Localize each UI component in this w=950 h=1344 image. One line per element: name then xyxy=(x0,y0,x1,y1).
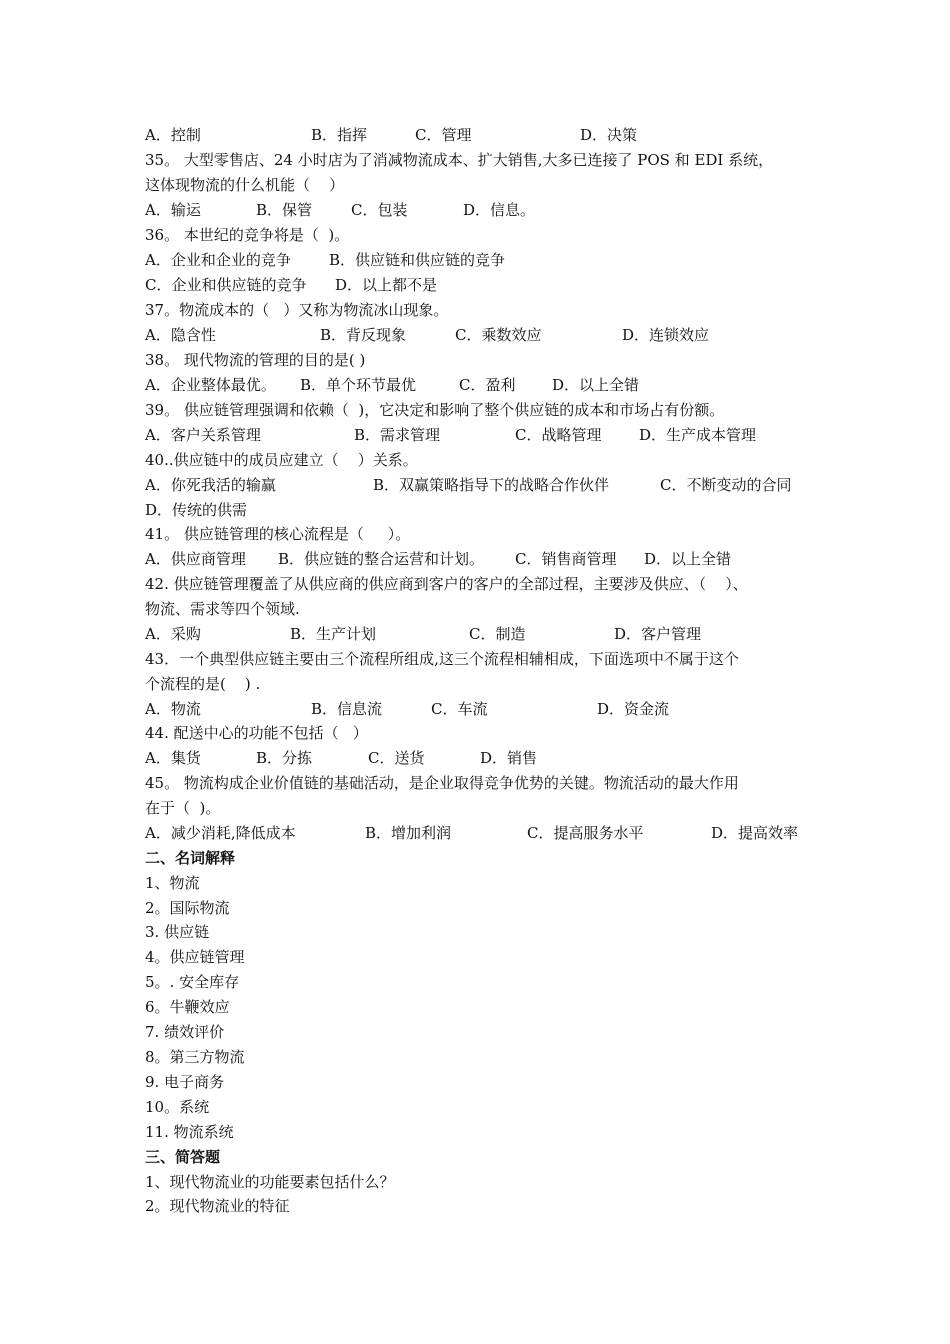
option-b: B．保管 xyxy=(256,201,313,219)
options-39 xyxy=(145,423,757,448)
option-d: D．以上全错 xyxy=(552,376,640,394)
question-41: 41。 供应链管理的核心流程是（ ）。 xyxy=(145,525,411,543)
term-item: 6。牛鞭效应 xyxy=(145,998,230,1016)
option-b: B．指挥 xyxy=(311,126,368,144)
option-a: A．供应商管理 xyxy=(145,550,246,568)
option-c: C．不断变动的合同 xyxy=(660,476,792,494)
option-d: D．以上全错 xyxy=(644,550,732,568)
options-43 xyxy=(145,697,670,722)
option-d: D．决策 xyxy=(580,126,638,144)
question-42: 42. 供应链管理覆盖了从供应商的供应商到客户的客户的全部过程，主要涉及供应、（ ）、 xyxy=(145,575,748,593)
option-c: C．战略管理 xyxy=(515,426,602,444)
option-b: B．双赢策略指导下的战略合作伙伴 xyxy=(373,476,610,494)
option-c: C．包装 xyxy=(351,201,408,219)
option-c: C．提高服务水平 xyxy=(527,824,644,842)
option-a: A．集货 xyxy=(145,749,201,767)
option-b: B．需求管理 xyxy=(354,426,441,444)
term-item: 4。供应链管理 xyxy=(145,948,245,966)
term-item: 2。国际物流 xyxy=(145,899,230,917)
term-item: 11. 物流系统 xyxy=(145,1123,234,1141)
term-item: 3. 供应链 xyxy=(145,923,210,941)
term-item: 5。. 安全库存 xyxy=(145,973,240,991)
option-a: A．控制 xyxy=(145,126,201,144)
section-heading-terms: 二、名词解释 xyxy=(145,849,236,867)
option-a: A．输运 xyxy=(145,201,201,219)
term-item: 9. 电子商务 xyxy=(145,1073,225,1091)
question-37: 37。物流成本的（ ）又称为物流冰山现象。 xyxy=(145,301,449,319)
short-answer-item: 1、现代物流业的功能要素包括什么？ xyxy=(145,1173,395,1191)
options-40-abc xyxy=(145,473,792,498)
option-c: C．盈利 xyxy=(459,376,516,394)
option-a: A．企业和企业的竞争 xyxy=(145,251,291,269)
option-d: D．以上都不是 xyxy=(335,276,438,294)
option-d: D．销售 xyxy=(480,749,538,767)
options-36-cd xyxy=(145,273,438,298)
option-a: A．客户关系管理 xyxy=(145,426,261,444)
option-b: B．单个环节最优 xyxy=(300,376,417,394)
option-c: C．管理 xyxy=(415,126,472,144)
question-45: 45。 物流构成企业价值链的基础活动，是企业取得竞争优势的关键。物流活动的最大作用 xyxy=(145,774,739,792)
term-item: 1、物流 xyxy=(145,874,200,892)
question-44: 44. 配送中心的功能不包括（ ） xyxy=(145,724,368,742)
question-39: 39。 供应链管理强调和依赖（ )，它决定和影响了整个供应链的成本和市场占有份额。 xyxy=(145,401,725,419)
option-a: A．你死我活的输赢 xyxy=(145,476,276,494)
option-c: C．乘数效应 xyxy=(455,326,542,344)
option-d: D．资金流 xyxy=(597,700,670,718)
options-40-d xyxy=(145,498,248,523)
option-c: C．制造 xyxy=(469,625,526,643)
question-43: 43．一个典型供应链主要由三个流程所组成,这三个流程相辅相成，下面选项中不属于这个 xyxy=(145,650,739,668)
options-42 xyxy=(145,622,702,647)
option-a: A．减少消耗,降低成本 xyxy=(145,824,296,842)
option-a: A．采购 xyxy=(145,625,201,643)
option-b: B．增加利润 xyxy=(365,824,452,842)
question-40: 40..供应链中的成员应建立（ ）关系。 xyxy=(145,451,418,469)
term-item: 7. 绩效评价 xyxy=(145,1023,225,1041)
question-45-cont: 在于（ )。 xyxy=(145,799,221,817)
option-a: A．企业整体最优。 xyxy=(145,376,276,394)
question-43-cont: 个流程的是( ) . xyxy=(145,675,261,693)
options-35 xyxy=(145,198,536,223)
option-c: C．送货 xyxy=(368,749,425,767)
option-b: B．供应链和供应链的竞争 xyxy=(329,251,506,269)
option-b: B．生产计划 xyxy=(290,625,377,643)
option-d: D．生产成本管理 xyxy=(639,426,757,444)
option-c: C．车流 xyxy=(431,700,488,718)
question-35: 35。 大型零售店、24 小时店为了消减物流成本、扩大销售,大多已连接了 POS 和 EDI 系统， xyxy=(145,151,774,169)
option-a: A．隐含性 xyxy=(145,326,216,344)
question-42-cont: 物流、需求等四个领域. xyxy=(145,600,300,618)
option-b: B．信息流 xyxy=(311,700,383,718)
option-b: B．供应链的整合运营和计划。 xyxy=(278,550,485,568)
options-41 xyxy=(145,547,732,572)
options-44 xyxy=(145,746,538,771)
options-45 xyxy=(145,821,799,846)
question-35-cont: 这体现物流的什么机能（ ） xyxy=(145,176,345,194)
term-item: 8。第三方物流 xyxy=(145,1048,245,1066)
option-b: B．分拣 xyxy=(256,749,313,767)
option-c: C．企业和供应链的竞争 xyxy=(145,276,307,294)
option-d: D．连锁效应 xyxy=(622,326,710,344)
option-c: C．销售商管理 xyxy=(515,550,617,568)
option-d: D．信息。 xyxy=(463,201,536,219)
options-34 xyxy=(145,123,638,148)
options-36-ab xyxy=(145,248,506,273)
options-38 xyxy=(145,373,640,398)
term-item: 10。系统 xyxy=(145,1098,210,1116)
question-38: 38。 现代物流的管理的目的是( ) xyxy=(145,351,366,369)
option-d: D．提高效率 xyxy=(711,824,799,842)
option-d: D．客户管理 xyxy=(614,625,702,643)
option-d: D．传统的供需 xyxy=(145,501,248,519)
section-heading-short-answer: 三、简答题 xyxy=(145,1148,221,1166)
question-36: 36。 本世纪的竞争将是（ )。 xyxy=(145,226,350,244)
options-37 xyxy=(145,323,710,348)
option-a: A．物流 xyxy=(145,700,201,718)
short-answer-item: 2。现代物流业的特征 xyxy=(145,1197,290,1215)
option-b: B．背反现象 xyxy=(320,326,407,344)
